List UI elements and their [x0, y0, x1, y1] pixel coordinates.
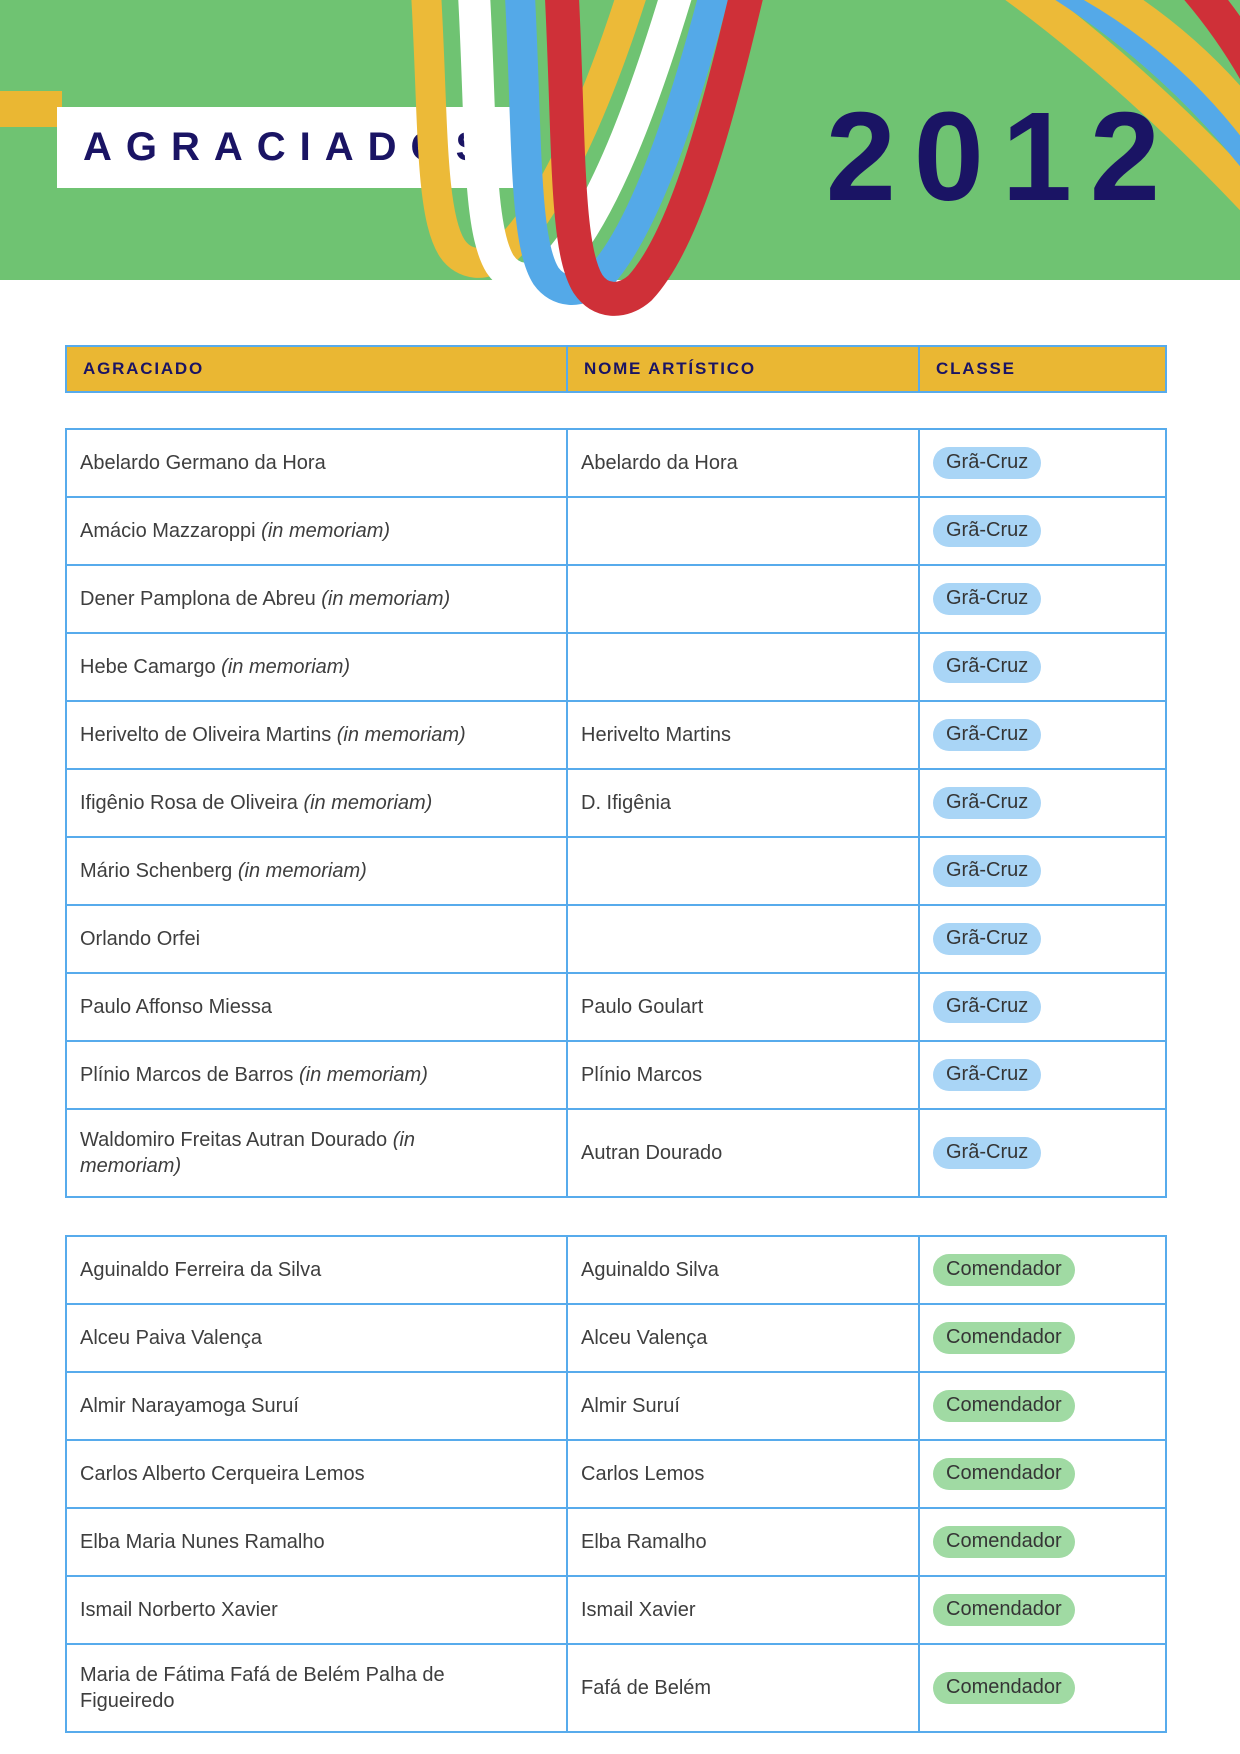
honoree-name: Alceu Paiva Valença — [80, 1327, 262, 1349]
artistic-name-cell — [567, 497, 919, 565]
honoree-name-cell — [66, 973, 567, 1041]
class-badge: Comendador — [933, 1322, 1075, 1354]
memoriam-note: (in memoriam) — [80, 1129, 415, 1177]
honoree-name-cell — [66, 429, 567, 497]
column-header-agraciado: AGRACIADO — [66, 346, 567, 392]
artistic-name-cell: Fafá de Belém — [567, 1644, 919, 1732]
table-row — [66, 1508, 1166, 1576]
class-badge: Grã-Cruz — [933, 855, 1041, 887]
class-cell — [919, 905, 1166, 973]
honoree-name: Carlos Alberto Cerqueira Lemos — [80, 1463, 365, 1485]
ribbon-blue-left — [518, 0, 724, 290]
memoriam-note: (in memoriam) — [331, 724, 466, 746]
artistic-name-cell: D. Ifigênia — [567, 769, 919, 837]
class-cell — [919, 701, 1166, 769]
honoree-name-cell — [66, 1109, 567, 1197]
memoriam-note: (in memoriam) — [297, 792, 433, 814]
table-row — [66, 837, 1166, 905]
honoree-name: Mário Schenberg — [80, 860, 233, 882]
class-badge: Comendador — [933, 1254, 1075, 1286]
honoree-name: Maria de Fátima Fafá de Belém Palha de Figueiredo — [80, 1664, 445, 1712]
honoree-name-cell — [66, 565, 567, 633]
class-cell — [919, 429, 1166, 497]
honoree-name: Plínio Marcos de Barros — [80, 1064, 294, 1086]
class-cell — [919, 633, 1166, 701]
honoree-name: Dener Pamplona de Abreu — [80, 588, 316, 610]
honoree-name: Aguinaldo Ferreira da Silva — [80, 1259, 322, 1281]
table-row — [66, 1576, 1166, 1644]
class-cell — [919, 1576, 1166, 1644]
artistic-name-cell: Alceu Valença — [567, 1304, 919, 1372]
artistic-name-cell — [567, 565, 919, 633]
class-badge: Grã-Cruz — [933, 515, 1041, 547]
class-cell — [919, 973, 1166, 1041]
table-row — [66, 905, 1166, 973]
class-badge: Comendador — [933, 1458, 1075, 1490]
honoree-name-cell — [66, 497, 567, 565]
honoree-name: Abelardo Germano da Hora — [80, 452, 326, 474]
table-row — [66, 1109, 1166, 1197]
memoriam-note: (in memoriam) — [315, 588, 451, 610]
class-badge: Grã-Cruz — [933, 787, 1041, 819]
column-header-classe: CLASSE — [919, 346, 1166, 392]
honoree-name: Orlando Orfei — [80, 928, 201, 950]
artistic-name-cell — [567, 905, 919, 973]
class-badge: Grã-Cruz — [933, 1059, 1041, 1091]
table-row — [66, 973, 1166, 1041]
artistic-name-cell — [567, 837, 919, 905]
table-row — [66, 565, 1166, 633]
table-row — [66, 429, 1166, 497]
class-cell — [919, 1440, 1166, 1508]
class-cell — [919, 1372, 1166, 1440]
honoree-name: Elba Maria Nunes Ramalho — [80, 1531, 325, 1553]
honoree-name: Ismail Norberto Xavier — [80, 1599, 278, 1621]
artistic-name-cell: Plínio Marcos — [567, 1041, 919, 1109]
table-row — [66, 1644, 1166, 1732]
class-cell — [919, 837, 1166, 905]
honoree-name: Paulo Affonso Miessa — [80, 996, 272, 1018]
comendador-table — [65, 1235, 1167, 1733]
table-row — [66, 633, 1166, 701]
year-label: 2012 — [825, 86, 1178, 227]
class-badge: Grã-Cruz — [933, 447, 1041, 479]
artistic-name-cell: Abelardo da Hora — [567, 429, 919, 497]
honoree-name: Almir Narayamoga Suruí — [80, 1395, 299, 1417]
artistic-name-cell: Ismail Xavier — [567, 1576, 919, 1644]
class-cell — [919, 1109, 1166, 1197]
class-badge: Comendador — [933, 1390, 1075, 1422]
table-row — [66, 769, 1166, 837]
content-area — [65, 345, 1165, 1733]
honoree-name-cell — [66, 1440, 567, 1508]
honoree-name-cell — [66, 701, 567, 769]
class-badge: Grã-Cruz — [933, 719, 1041, 751]
honoree-name: Amácio Mazzaroppi — [80, 520, 256, 542]
honoree-name-cell — [66, 1508, 567, 1576]
table-row — [66, 1041, 1166, 1109]
artistic-name-cell: Elba Ramalho — [567, 1508, 919, 1576]
class-badge: Grã-Cruz — [933, 923, 1041, 955]
memoriam-note: (in memoriam) — [215, 656, 351, 678]
class-cell — [919, 1236, 1166, 1304]
honoree-name: Herivelto de Oliveira Martins — [80, 724, 332, 746]
honoree-name-cell — [66, 1372, 567, 1440]
class-cell — [919, 1644, 1166, 1732]
class-cell — [919, 497, 1166, 565]
honoree-name-cell — [66, 769, 567, 837]
table-row — [66, 1236, 1166, 1304]
table-row — [66, 1304, 1166, 1372]
class-badge: Comendador — [933, 1594, 1075, 1626]
class-cell — [919, 1041, 1166, 1109]
header-banner — [0, 0, 1240, 280]
memoriam-note: (in memoriam) — [255, 520, 391, 542]
honoree-name-cell — [66, 1304, 567, 1372]
honoree-name-cell — [66, 837, 567, 905]
class-badge: Comendador — [933, 1672, 1075, 1704]
memoriam-note: (in memoriam) — [232, 860, 367, 882]
gra-cruz-table — [65, 428, 1167, 1198]
table-row — [66, 497, 1166, 565]
honoree-name: Waldomiro Freitas Autran Dourado — [80, 1129, 388, 1151]
ribbon-red-right — [1185, 0, 1240, 95]
class-cell — [919, 769, 1166, 837]
page-title: AGRACIADOS — [57, 107, 537, 188]
table-row — [66, 1440, 1166, 1508]
honoree-name-cell — [66, 1644, 567, 1732]
artistic-name-cell — [567, 633, 919, 701]
class-cell — [919, 1508, 1166, 1576]
artistic-name-cell: Carlos Lemos — [567, 1440, 919, 1508]
artistic-name-cell: Autran Dourado — [567, 1109, 919, 1197]
table-column-header — [65, 345, 1167, 393]
class-badge: Grã-Cruz — [933, 991, 1041, 1023]
class-badge: Comendador — [933, 1526, 1075, 1558]
artistic-name-cell: Paulo Goulart — [567, 973, 919, 1041]
class-cell — [919, 565, 1166, 633]
artistic-name-cell: Aguinaldo Silva — [567, 1236, 919, 1304]
class-badge: Grã-Cruz — [933, 1137, 1041, 1169]
ribbon-red-left — [560, 0, 756, 299]
column-header-nome-artistico: NOME ARTÍSTICO — [567, 346, 919, 392]
honoree-name-cell — [66, 1576, 567, 1644]
class-badge: Grã-Cruz — [933, 651, 1041, 683]
honoree-name: Ifigênio Rosa de Oliveira — [80, 792, 298, 814]
honoree-name: Hebe Camargo — [80, 656, 216, 678]
table-row — [66, 701, 1166, 769]
table-row — [66, 1372, 1166, 1440]
honoree-name-cell — [66, 905, 567, 973]
honoree-name-cell — [66, 1236, 567, 1304]
honoree-name-cell — [66, 633, 567, 701]
artistic-name-cell: Herivelto Martins — [567, 701, 919, 769]
memoriam-note: (in memoriam) — [293, 1064, 428, 1086]
artistic-name-cell: Almir Suruí — [567, 1372, 919, 1440]
class-badge: Grã-Cruz — [933, 583, 1041, 615]
yellow-accent-bar — [0, 91, 62, 127]
honoree-name-cell — [66, 1041, 567, 1109]
class-cell — [919, 1304, 1166, 1372]
